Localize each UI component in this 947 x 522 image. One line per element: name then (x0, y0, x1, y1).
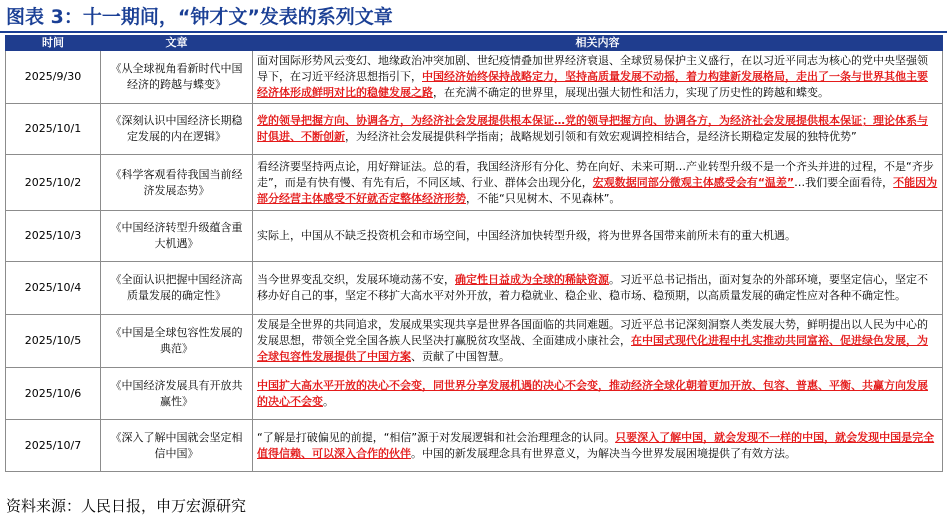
row-date: 2025/9/30 (6, 51, 101, 104)
content-text: 当今世界变乱交织，发展环境动荡不安， (257, 273, 455, 286)
row-content (253, 211, 943, 262)
content-text: 发展是全世界的共同追求，发展成果实现共享是世界各国面临的共同难题。习近平总书记深刻洞察人类发展大势，鲜明提出以人民为中心的发展思想，带领全党全国各族人民坚决打赢脱贫攻坚战、全面建成小康社会， (257, 318, 928, 347)
column-header-content: 相关内容 (253, 36, 943, 51)
highlighted-text: 宏观数据同部分微观主体感受会有“温差” (592, 175, 795, 189)
row-content (253, 262, 943, 315)
row-date: 2025/10/3 (6, 211, 101, 262)
figure-title: 图表 3：十一期间，“钟才文”发表的系列文章 (6, 6, 393, 28)
highlighted-text: 中国经济始终保持战略定力，坚持高质量发展不动摇，着力构建新发展格局，走出了一条与世界其他主要经济体形成鲜明对比的稳健发展之路 (257, 70, 928, 99)
row-content (253, 420, 943, 472)
content-text: 面对国际形势风云变幻、地缘政治冲突加剧、世纪疫情叠加世界经济衰退、全球贸易保护主义盛行，在以习近平同志为核心的党中央坚强领导下，在习近平经济思想指引下， (257, 54, 928, 83)
highlighted-text: 中国扩大高水平开放的决心不会变，同世界分享发展机遇的决心不会变，推动经济全球化朝着更加开放、包容、普惠、平衡、共赢方向发展的决心不会变 (257, 378, 928, 408)
row-article-title: 《中国是全球包容性发展的典范》 (101, 315, 253, 368)
table-row (6, 104, 943, 155)
row-date: 2025/10/7 (6, 420, 101, 472)
highlighted-text: 只要深入了解中国，就会发现不一样的中国，就会发现中国是完全值得信赖、可以深入合作的伙伴 (257, 430, 935, 460)
row-date: 2025/10/4 (6, 262, 101, 315)
row-content (253, 315, 943, 368)
table-row (6, 51, 943, 104)
row-content (253, 51, 943, 104)
content-text: ，不能“只见树木、不见森林”。 (466, 191, 621, 205)
content-text: 、贡献了中国智慧。 (411, 350, 510, 363)
highlighted-text: 在中国式现代化进程中扎实推动共同富裕、促进绿色发展，为全球包容性发展提供了中国方案 (257, 334, 928, 363)
column-header-date: 时间 (6, 36, 101, 51)
articles-table (5, 35, 943, 472)
row-article-title: 《中国经济转型升级蕴含重大机遇》 (101, 211, 253, 262)
row-article-title: 《中国经济发展具有开放共赢性》 (101, 368, 253, 420)
row-article-title: 《深入了解中国就会坚定相信中国》 (101, 420, 253, 472)
content-text: “了解是打破偏见的前提，“相信”源于对发展逻辑和社会治理理念的认同。 (257, 430, 616, 444)
row-date: 2025/10/5 (6, 315, 101, 368)
content-text: 实际上，中国从不缺乏投资机会和市场空间，中国经济加快转型升级，将为世界各国带来前所未有的重大机遇。 (257, 229, 796, 242)
row-article-title: 《深刻认识中国经济长期稳定发展的内在逻辑》 (101, 104, 253, 155)
content-text: 。中国的新发展理念具有世界意义，为解决当今世界发展困境提供了有效方法。 (411, 446, 796, 460)
row-content (253, 368, 943, 420)
row-date: 2025/10/6 (6, 368, 101, 420)
row-article-title: 《科学客观看待我国当前经济发展态势》 (101, 155, 253, 211)
highlighted-text: 确定性日益成为全球的稀缺资源 (455, 273, 609, 286)
row-date: 2025/10/2 (6, 155, 101, 211)
content-text: …我们要全面看待， (794, 175, 894, 189)
table-body (6, 51, 943, 472)
row-article-title: 《全面认识把握中国经济高质量发展的确定性》 (101, 262, 253, 315)
source-note: 资料来源：人民日报，申万宏源研究 (6, 497, 247, 515)
content-text: 看经济要坚持两点论，用好辩证法。总的看，我国经济形有分化、势在向好、未来可期…产业转型升级不是一个齐头并进的过程，不是“齐步走”，而是有快有慢、有先有后，不同区域、行业、群体会出现分化， (257, 159, 934, 189)
column-header-article: 文章 (101, 36, 253, 51)
content-text: 。 (323, 394, 334, 408)
table-row (6, 262, 943, 315)
table-row (6, 155, 943, 211)
title-divider (0, 31, 947, 33)
table-row (6, 368, 943, 420)
highlighted-text: 不能因为部分经营主体感受不好就否定整体经济形势 (257, 175, 938, 205)
row-article-title: 《从全球视角看新时代中国经济的跨越与蝶变》 (101, 51, 253, 104)
content-text: ，为经济社会发展提供科学指南；战略规划引领和有效宏观调控相结合，是经济长期稳定发展的独特优势” (345, 130, 857, 143)
highlighted-text: 党的领导把握方向、协调各方，为经济社会发展提供根本保证…党的领导把握方向、协调各方，为经济社会发展提供根本保证；理论体系与时俱进、不断创新 (257, 114, 928, 143)
table-row (6, 420, 943, 472)
table-row (6, 315, 943, 368)
table-header-row (6, 36, 943, 51)
row-content (253, 104, 943, 155)
row-date: 2025/10/1 (6, 104, 101, 155)
table-row (6, 211, 943, 262)
row-content (253, 155, 943, 211)
content-text: 。习近平总书记指出，面对复杂的外部环境，要坚定信心，坚定不移办好自己的事，坚定不移扩大高水平对外开放，着力稳就业、稳企业、稳市场、稳预期，以高质量发展的确定性应对各种不确定性。 (257, 273, 928, 302)
content-text: ，在充满不确定的世界里，展现出强大韧性和活力，实现了历史性的跨越和蝶变。 (433, 86, 829, 99)
